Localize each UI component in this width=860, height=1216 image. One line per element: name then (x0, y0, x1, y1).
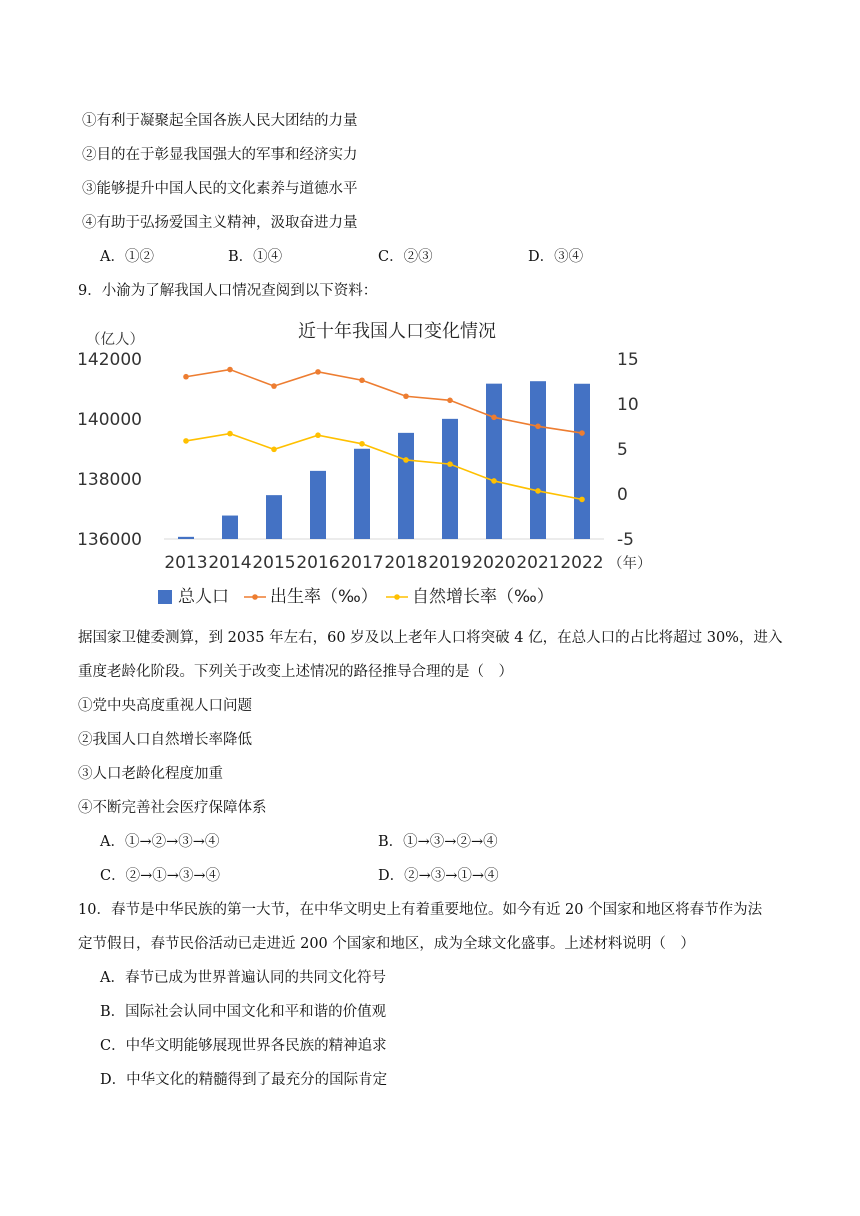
q9-option-c: C．②→①→③→④ (100, 868, 221, 884)
left-tick-label: 140000 (77, 410, 142, 430)
bar-total-population (222, 516, 238, 539)
left-axis-unit: （亿人） (86, 332, 144, 348)
birth-rate-point (359, 377, 365, 383)
x-tick-label: 2019 (428, 553, 472, 573)
q9-option-b: B．①→③→②→④ (378, 834, 498, 850)
x-tick-label: 2022 (560, 553, 604, 573)
natural-growth-point (579, 497, 585, 503)
q9-item-3: ③人口老龄化程度加重 (78, 766, 223, 782)
natural-growth-point (183, 438, 189, 444)
birth-rate-point (491, 415, 497, 421)
q8-option-c: C．②③ (378, 249, 433, 265)
birth-rate-point (183, 374, 189, 380)
x-tick-label: 2016 (296, 553, 340, 573)
legend-swatch-total-population (158, 590, 172, 604)
bar-total-population (574, 384, 590, 539)
q8-option-b: B．①④ (228, 249, 283, 265)
natural-growth-line (186, 434, 582, 500)
natural-growth-point (535, 488, 541, 494)
natural-growth-point (447, 461, 453, 467)
q9-stem: 9．小渝为了解我国人口情况查阅到以下资料： (78, 283, 378, 299)
bar-total-population (486, 384, 502, 539)
q9-item-1: ①党中央高度重视人口问题 (78, 698, 252, 714)
bar-total-population (442, 419, 458, 539)
left-tick-label: 138000 (77, 470, 142, 490)
birth-rate-point (403, 393, 409, 399)
x-tick-label: 2017 (340, 553, 384, 573)
right-tick-label: 5 (617, 440, 628, 460)
q9-item-4: ④不断完善社会医疗保障体系 (78, 800, 267, 816)
chart-title: 近十年我国人口变化情况 (298, 321, 496, 342)
q8-option-d: D．③④ (528, 249, 584, 265)
right-tick-label: 10 (617, 395, 639, 415)
right-tick-label: -5 (617, 530, 634, 550)
bar-total-population (310, 471, 326, 539)
x-tick-label: 2015 (252, 553, 296, 573)
birth-rate-point (447, 398, 453, 404)
q9-item-2: ②我国人口自然增长率降低 (78, 732, 252, 748)
population-chart (60, 310, 660, 618)
birth-rate-point (271, 383, 277, 389)
q9-option-a: A．①→②→③→④ (100, 834, 220, 850)
q10-option-d: D．中华文化的精髓得到了最充分的国际肯定 (100, 1072, 388, 1088)
birth-rate-line (186, 370, 582, 434)
q10-stem-2: 定节假日，春节民俗活动已走进近 200 个国家和地区，成为全球文化盛事。上述材料说明（ ） (78, 936, 695, 952)
legend-label-birth-rate: 出生率（‰） (270, 587, 378, 607)
birth-rate-point (535, 424, 541, 430)
bar-total-population (398, 433, 414, 539)
x-tick-label: 2014 (208, 553, 252, 573)
right-tick-label: 0 (617, 485, 628, 505)
natural-growth-point (315, 432, 321, 438)
bar-total-population (266, 495, 282, 539)
left-tick-label: 136000 (77, 530, 142, 550)
q8-item-4: ④有助于弘扬爱国主义精神，汲取奋进力量 (82, 215, 358, 231)
q10-option-b: B．国际社会认同中国文化和平和谐的价值观 (100, 1004, 387, 1020)
birth-rate-point (579, 430, 585, 436)
q10-stem-1: 10．春节是中华民族的第一大节，在中华文明史上有着重要地位。如今有近 20 个国家和地区将春节作为法 (78, 902, 763, 918)
legend-label-total-population: 总人口 (178, 587, 229, 607)
q10-option-a: A．春节已成为世界普遍认同的共同文化符号 (100, 970, 386, 986)
q10-option-c: C．中华文明能够展现世界各民族的精神追求 (100, 1038, 387, 1054)
q9-paragraph-2: 重度老龄化阶段。下列关于改变上述情况的路径推导合理的是（ ） (78, 664, 513, 680)
q8-item-2: ②目的在于彰显我国强大的军事和经济实力 (82, 147, 358, 163)
natural-growth-point (403, 457, 409, 463)
legend-label-natural-growth: 自然增长率（‰） (412, 587, 554, 607)
x-tick-label: 2013 (164, 553, 208, 573)
bar-total-population (354, 449, 370, 539)
x-tick-label: 2021 (516, 553, 560, 573)
legend-marker-birth-rate (252, 594, 258, 600)
q8-item-3: ③能够提升中国人民的文化素养与道德水平 (82, 181, 358, 197)
natural-growth-point (227, 431, 233, 437)
x-tick-label: 2020 (472, 553, 516, 573)
x-axis-unit: （年） (608, 556, 652, 572)
bar-total-population (530, 381, 546, 539)
natural-growth-point (491, 478, 497, 484)
q9-paragraph-1: 据国家卫健委测算，到 2035 年左右，60 岁及以上老年人口将突破 4 亿，在总人口的占比将超过 30%，进入 (78, 630, 783, 646)
left-tick-label: 142000 (77, 350, 142, 370)
natural-growth-point (359, 441, 365, 447)
q9-option-d: D．②→③→①→④ (378, 868, 499, 884)
legend-marker-natural-growth (394, 594, 400, 600)
birth-rate-point (315, 369, 321, 375)
x-tick-label: 2018 (384, 553, 428, 573)
q8-option-a: A．①② (100, 249, 154, 265)
natural-growth-point (271, 447, 277, 453)
q8-item-1: ①有利于凝聚起全国各族人民大团结的力量 (82, 113, 358, 129)
bar-total-population (178, 537, 194, 539)
right-tick-label: 15 (617, 350, 639, 370)
birth-rate-point (227, 367, 233, 373)
